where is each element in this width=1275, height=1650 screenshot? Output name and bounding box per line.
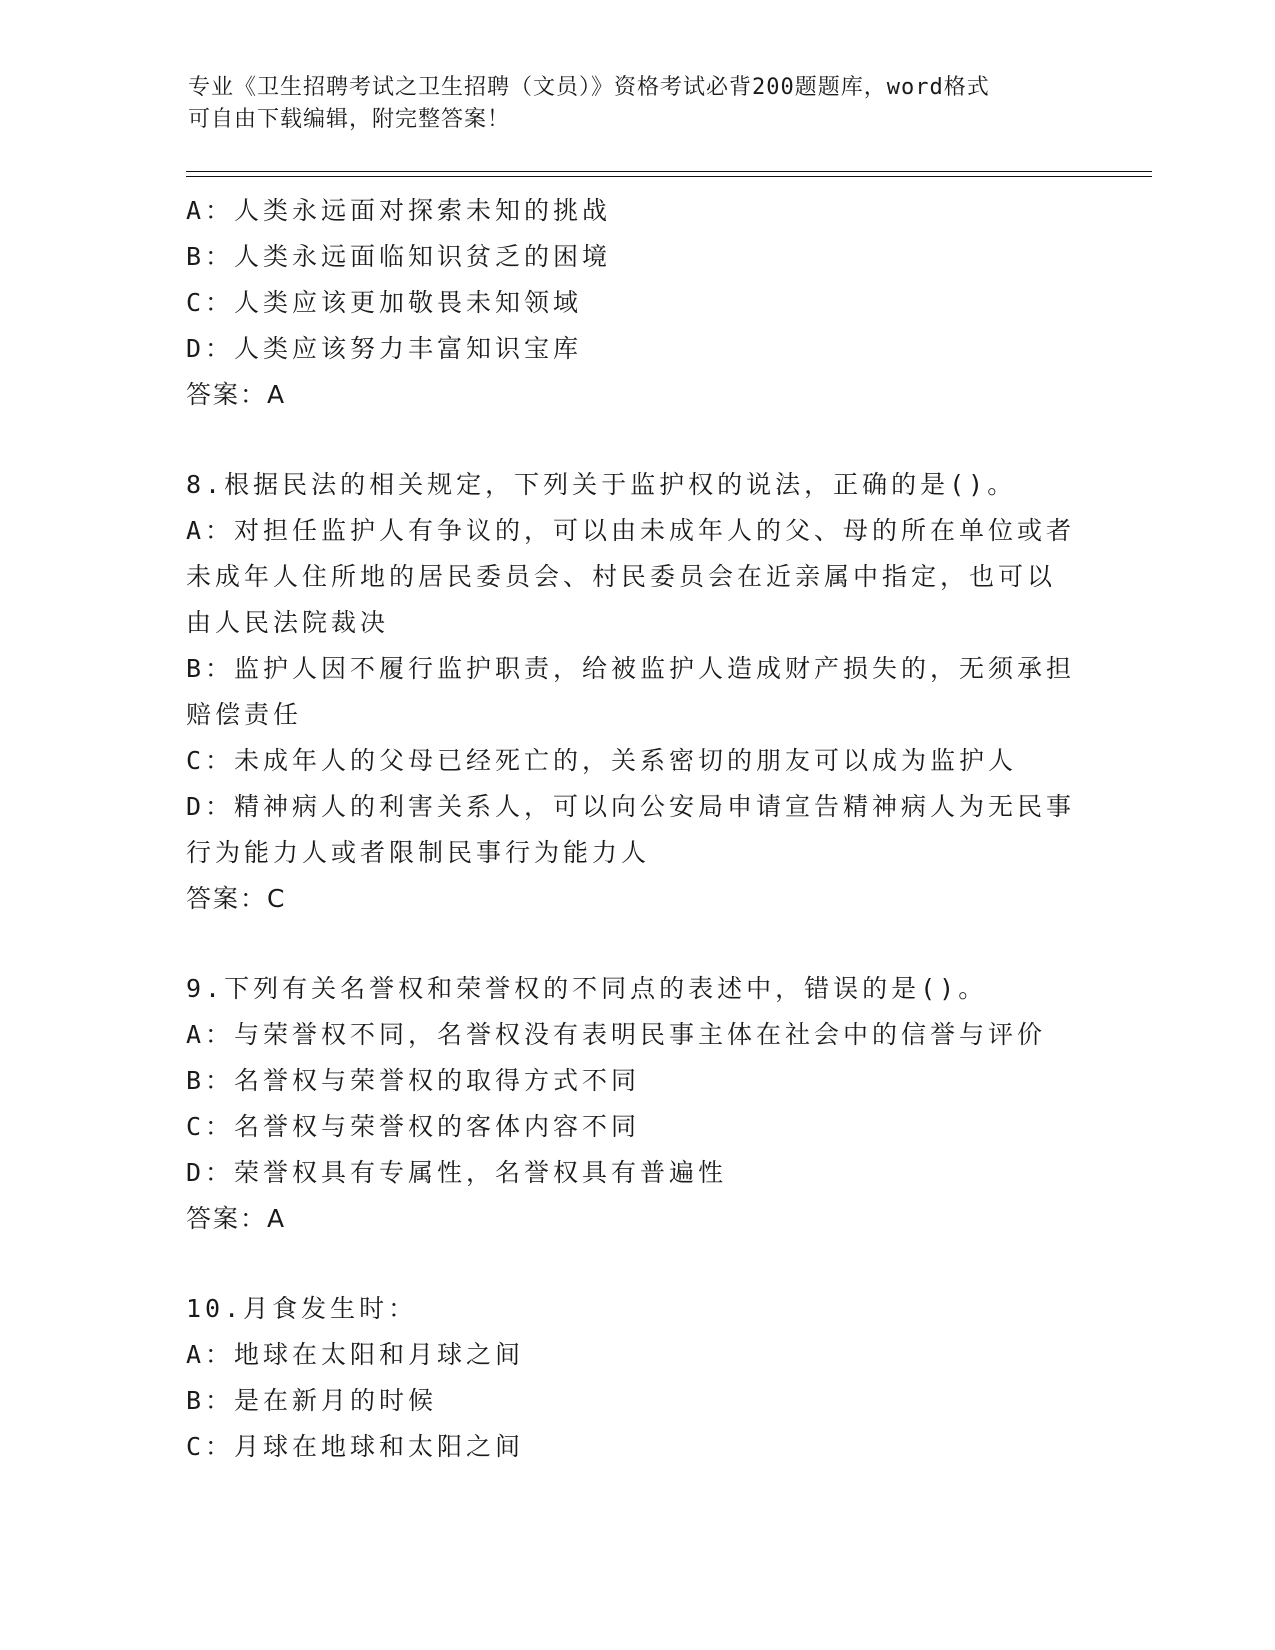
question-9 <box>186 966 1086 1242</box>
question-10 <box>186 1286 1086 1470</box>
q8-option-b-line-2: 赔偿责任 <box>186 700 303 729</box>
q8-stem: 8.根据民法的相关规定，下列关于监护权的说法，正确的是()。 <box>186 470 1017 499</box>
q9-stem: 9.下列有关名誉权和荣誉权的不同点的表述中，错误的是()。 <box>186 974 988 1003</box>
q10-option-c: C：月球在地球和太阳之间 <box>186 1432 525 1461</box>
q8-option-b-line-1: B：监护人因不履行监护职责，给被监护人造成财产损失的，无须承担 <box>186 654 1076 683</box>
question-spacer <box>186 418 1086 462</box>
q7-option-c: C：人类应该更加敬畏未知领域 <box>186 288 583 317</box>
question-7-continued <box>186 188 1086 418</box>
q9-option-b: B：名誉权与荣誉权的取得方式不同 <box>186 1066 641 1095</box>
header-divider-bottom <box>186 176 1152 177</box>
q8-option-a-line-2: 未成年人住所地的居民委员会、村民委员会在近亲属中指定，也可以 <box>186 562 1057 591</box>
q7-option-a: A：人类永远面对探索未知的挑战 <box>186 196 612 225</box>
q9-option-d: D：荣誉权具有专属性，名誉权具有普遍性 <box>186 1158 728 1187</box>
q8-option-d-line-2: 行为能力人或者限制民事行为能力人 <box>186 838 651 867</box>
question-list <box>186 188 1086 1470</box>
q7-option-d: D：人类应该努力丰富知识宝库 <box>186 334 583 363</box>
header-divider-top <box>186 171 1152 172</box>
header-title-line-2: 可自由下载编辑，附完整答案！ <box>188 107 511 132</box>
q8-option-c: C：未成年人的父母已经死亡的，关系密切的朋友可以成为监护人 <box>186 746 1018 775</box>
q8-option-d-line-1: D：精神病人的利害关系人，可以向公安局申请宣告精神病人为无民事 <box>186 792 1076 821</box>
document-header <box>188 72 1068 136</box>
question-spacer <box>186 1242 1086 1286</box>
q10-option-b: B：是在新月的时候 <box>186 1386 438 1415</box>
question-8 <box>186 462 1086 922</box>
question-spacer <box>186 922 1086 966</box>
q9-option-a: A：与荣誉权不同，名誉权没有表明民事主体在社会中的信誉与评价 <box>186 1020 1047 1049</box>
q10-option-a: A：地球在太阳和月球之间 <box>186 1340 525 1369</box>
q8-option-a-line-1: A：对担任监护人有争议的，可以由未成年人的父、母的所在单位或者 <box>186 516 1076 545</box>
q8-answer: 答案：C <box>186 884 287 913</box>
q9-answer: 答案：A <box>186 1204 287 1233</box>
q7-option-b: B：人类永远面临知识贫乏的困境 <box>186 242 612 271</box>
q7-answer: 答案：A <box>186 380 287 409</box>
header-title-line-1: 专业《卫生招聘考试之卫生招聘（文员）》资格考试必背200题题库，word格式 <box>188 75 990 100</box>
q10-stem: 10.月食发生时： <box>186 1294 418 1323</box>
q8-option-a-line-3: 由人民法院裁决 <box>186 608 390 637</box>
q9-option-c: C：名誉权与荣誉权的客体内容不同 <box>186 1112 641 1141</box>
